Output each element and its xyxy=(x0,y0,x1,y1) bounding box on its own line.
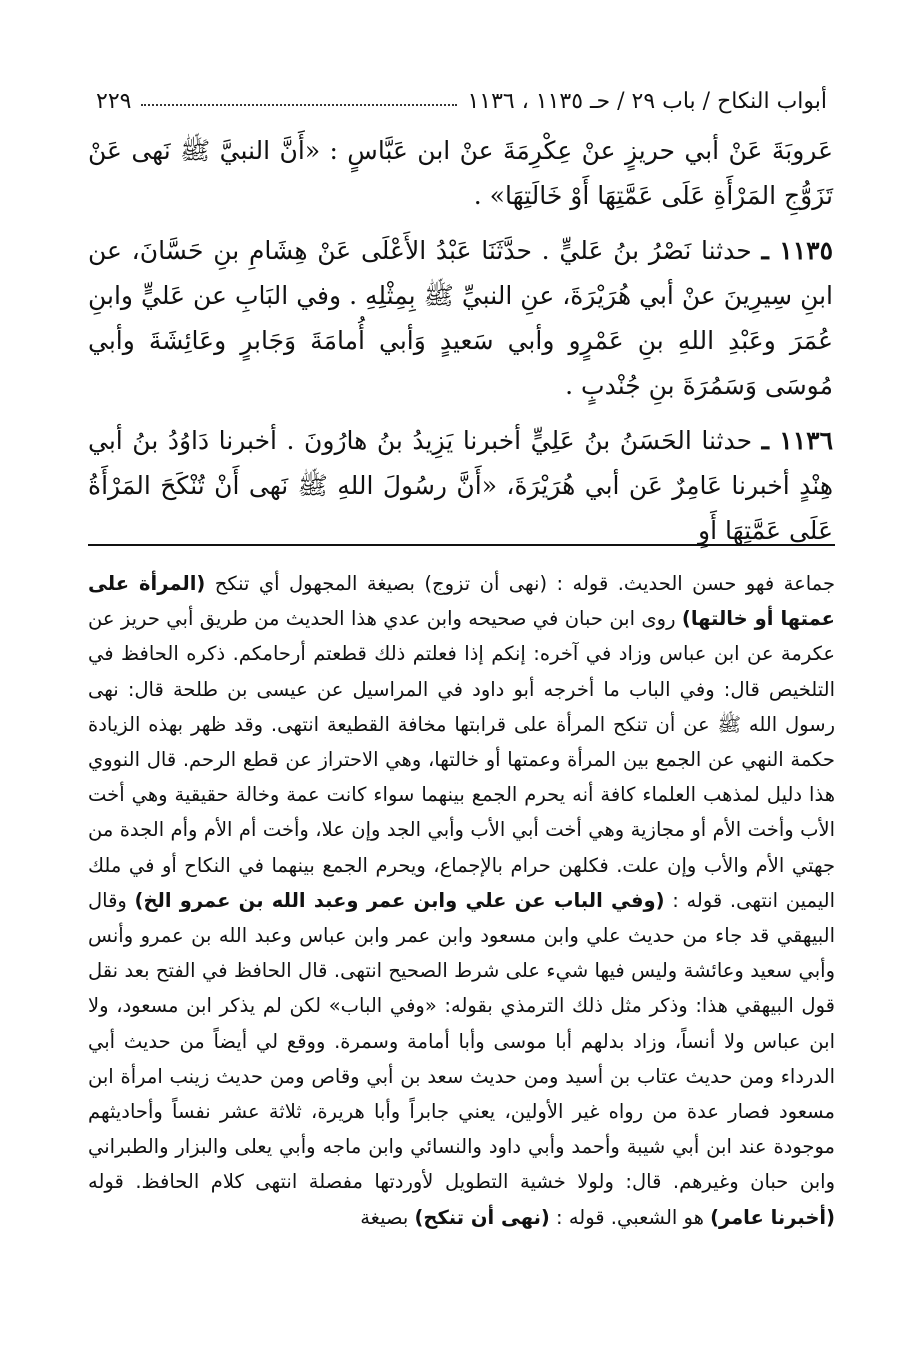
commentary-text: روى ابن حبان في صحيحه وابن عدي هذا الحديث من طريق أبي حريز عن عكرمة عن ابن عباس وزاد في آخره: إنكم إذا فعلتم ذلك قطعتم أرحامكم. ذكره الحافظ في التلخيص قال: وفي الباب ما أخرجه أبو داود في المراسيل عن عيسى بن طلحة قال: نهى رسول الله ﷺ عن أن تنكح المرأة على قرابتها مخافة القطيعة انتهى. وقد ظهر بهذه الزيادة حكمة النهي عن الجمع بين المرأة وعمتها أو خالتها، وهي الاحتراز عن قطع الرحم. قال النووي هذا دليل لمذهب العلماء كافة أنه يحرم الجمع بينهما سواء كانت عمة وخالة حقيقية وهي أخت الأب وأخت الأم أو مجازية وهي أخت أبي الأب وأبي الجد وإن علا، وأخت أم الأم وأم الجدة من جهتي الأم والأب وإن علت. فكلهن حرام بالإجماع، ويحرم الجمع بينهما في النكاح أو في ملك اليمين انتهى. قوله : xyxy=(88,607,835,912)
quoted-phrase: (نهى أن تنكح) xyxy=(414,1205,550,1229)
hadith-continuation xyxy=(88,128,833,218)
page-header xyxy=(96,80,827,122)
commentary-paragraph xyxy=(88,566,835,1235)
hadith-text: حدثنا نَصْرُ بنُ عَليٍّ . حدَّثَنَا عَبْدُ الأَعْلَى عَنْ هِشَامِ بنِ حَسَّانَ، عن ابنِ سِيرِينَ عنْ أبي هُرَيْرَةَ، عنِ النبيِّ ﷺ بِمِثْلِهِ . وفي البَابِ عن عَليٍّ وابنِ عُمَرَ وعَبْدِ اللهِ بنِ عَمْرٍو وأبي سَعيدٍ وَأبي أُمامَةَ وَجَابرٍ وعَائِشَةَ وأبي مُوسَى وَسَمُرَةَ بنِ جُنْدبٍ . xyxy=(88,236,833,400)
page-number: ٢٢٩ xyxy=(96,88,132,114)
hadith-text: عَروبَةَ عَنْ أبي حريزٍ عنْ عِكْرِمَةَ عنْ ابن عَبَّاسٍ : «أَنَّ النبيَّ ﷺ نَهى عَنْ تَزَوُّجِ المَرْأَةِ عَلَى عَمَّتِهَا أَوْ خَالَتِهَا» . xyxy=(88,136,833,210)
header-dotted-leader xyxy=(141,104,457,106)
hadith-number: ١١٣٥ ـ xyxy=(761,236,834,265)
hadith-text: حدثنا الحَسَنُ بنُ عَلِيٍّ أخبرنا يَزِيدُ بنُ هارُونَ . أخبرنا دَاوُدُ بنُ أبي هِنْدٍ أخبرنا عَامِرٌ عَن أبي هُرَيْرَةَ، «أَنَّ رسُولَ اللهِ ﷺ نَهى أَنْ تُنْكَحَ المَرْأَةُ عَلَى عَمَّتِهَا أَوِ xyxy=(88,426,833,545)
commentary-text: هو الشعبي. قوله : xyxy=(556,1205,704,1229)
footnote-divider xyxy=(88,544,835,546)
commentary-text: بصيغة xyxy=(360,1205,409,1229)
hadith-1136 xyxy=(88,418,833,553)
hadith-number: ١١٣٦ ـ xyxy=(761,426,834,455)
main-text xyxy=(88,128,833,563)
commentary-text: وقال البيهقي قد جاء من حديث علي وابن مسعود وابن عمر وابن عباس وعبد الله بن عمرو وأنس وأبي سعيد وعائشة وليس فيها شيء على شرط الصحيح انتهى. قال الحافظ في الفتح بعد نقل قول البيهقي هذا: وذكر مثل ذلك الترمذي بقوله: «وفي الباب» لكن لم يذكر ابن مسعود، ولا ابن عباس ولا أنساً، وزاد بدلهم أبا موسى وأبا أمامة وسمرة. ووقع لي أيضاً من حديث أبي الدرداء ومن حديث عتاب بن أسيد ومن حديث سعد بن أبي وقاص ومن حديث زينب امرأة ابن مسعود فصار عدة من رواه غير الأولين، يعني جابراً وأبا هريرة، ثلاثة عشر نفساً وأحاديثهم موجودة عند ابن أبي شيبة وأحمد وأبي داود والنسائي وابن ماجه وأبي يعلى والبزار والطبراني وابن حبان وغيرهم. قال: ولولا خشية التطويل لأوردتها مفصلة انتهى كلام الحافظ. قوله xyxy=(88,888,835,1194)
hadith-1135 xyxy=(88,228,833,408)
quoted-phrase: (المرأة على عمتها أو خالتها) xyxy=(88,572,836,631)
commentary xyxy=(88,566,835,1235)
quoted-phrase: (أخبرنا عامر) xyxy=(710,1205,835,1229)
running-title: أبواب النكاح / باب ٢٩ / حـ ١١٣٥ ، ١١٣٦ xyxy=(467,88,827,114)
commentary-text: جماعة فهو حسن الحديث. قوله : (نهى أن تزوج) بصيغة المجهول أي تنكح xyxy=(214,572,835,595)
quoted-phrase: (وفي الباب عن علي وابن عمر وعبد الله بن عمرو الخ) xyxy=(134,888,665,912)
